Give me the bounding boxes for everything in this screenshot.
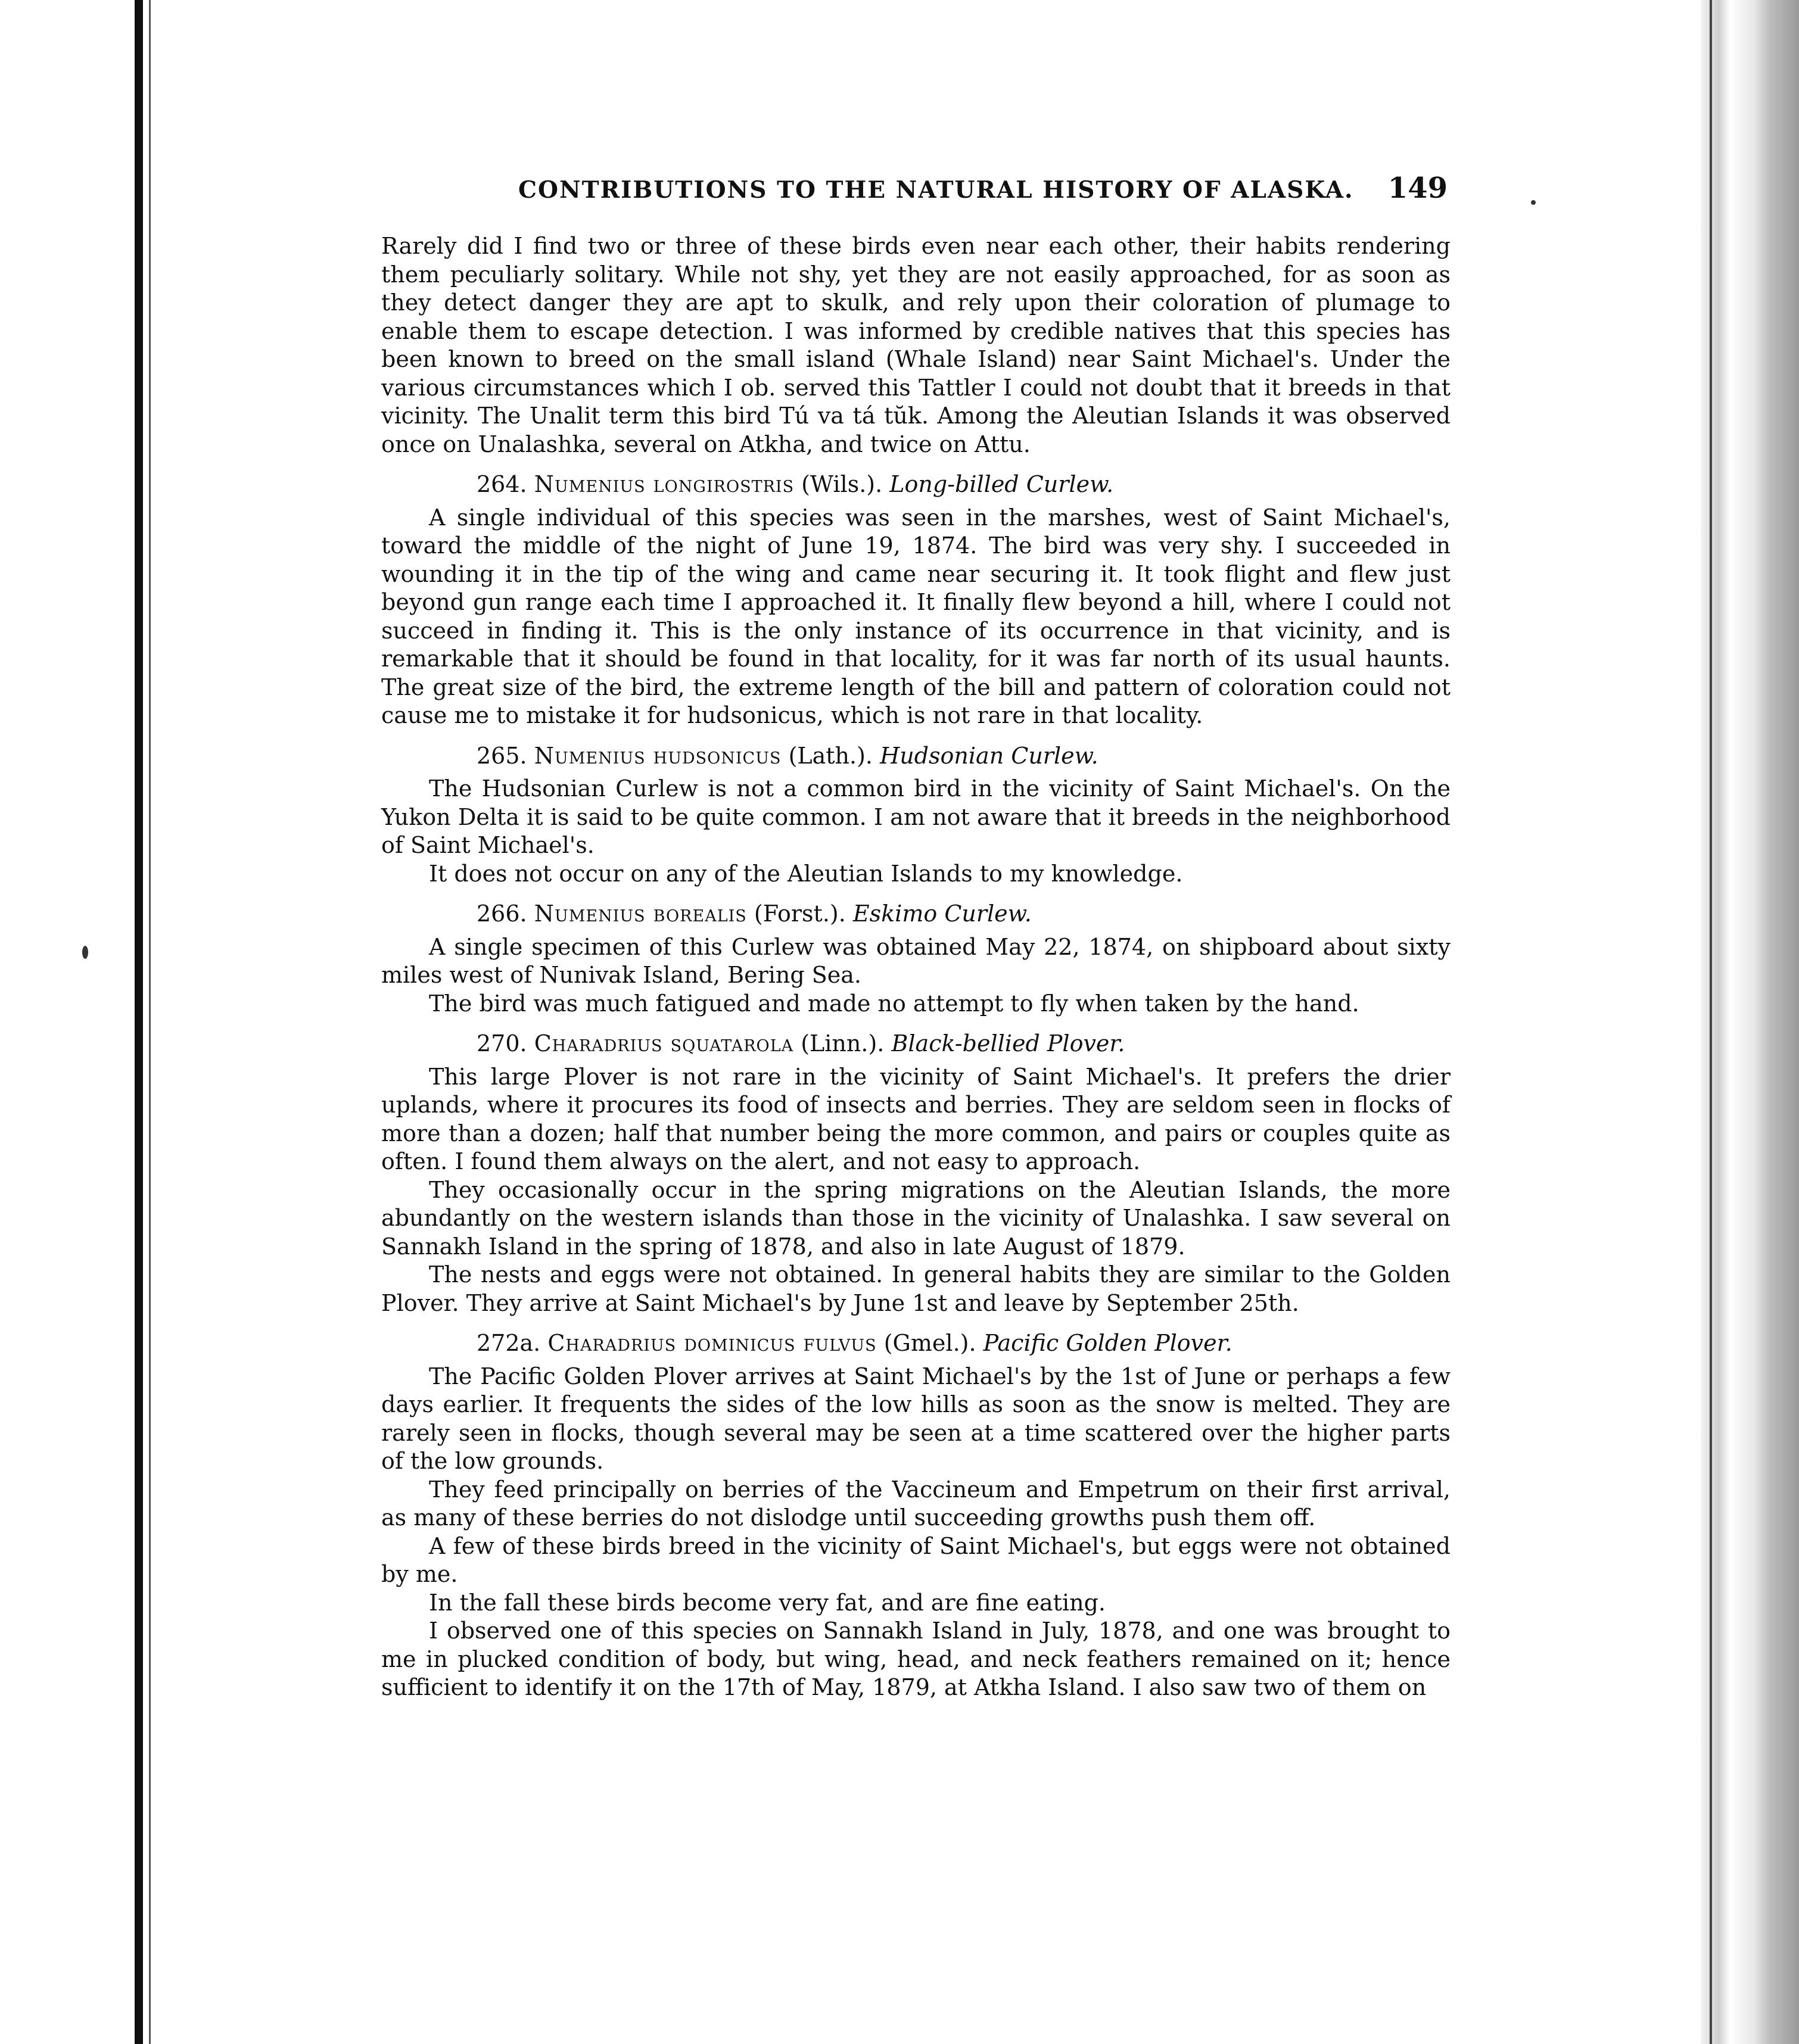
common-name: Long-billed Curlew. [889, 471, 1114, 497]
scientific-name: Charadrius dominicus fulvus [547, 1330, 877, 1356]
speck [82, 946, 88, 959]
species-paragraph: In the fall these birds become very fat, and are fine eating. [429, 1589, 1106, 1616]
authority: (Linn.). [801, 1030, 885, 1057]
common-name: Black-bellied Plover. [891, 1030, 1125, 1057]
species-paragraph: It does not occur on any of the Aleutian Islands to my knowledge. [429, 860, 1183, 887]
page-right-edge [1701, 0, 1799, 2044]
page-right-line [1710, 0, 1712, 2044]
species-number: 266. [477, 901, 527, 927]
page-binding-line [149, 0, 151, 2044]
authority: (Wils.). [801, 471, 883, 497]
species-paragraph: A single individual of this species was seen in the marshes, west of Saint Michael's, toward the middle of the night of June 19, 1874. The bird was very shy. I succeeded in wounding it in the tip of the wing and came near securing it. It took flight and flew just beyond gun range each time I approached it. It finally flew beyond a hill, where I could not succeed in finding it. This is the only instance of its occurrence in that vicinity, and is remarkable that it should be found in that locality, for it was far north of its usual haunts. The great size of the bird, the extreme length of the bill and pattern of coloration could not cause me to mistake it for hudsonicus, which is not rare in that locality. [381, 504, 1451, 728]
species-paragraph: The nests and eggs were not obtained. In general habits they are similar to the Golden Plover. They arrive at Saint Michael's by June 1st and leave by September 25th. [381, 1261, 1451, 1316]
species-heading [381, 742, 1451, 771]
species-number: 270. [477, 1030, 527, 1057]
page-number: 149 [1387, 172, 1448, 205]
scientific-name: Numenius borealis [534, 901, 747, 927]
species-paragraph: They occasionally occur in the spring migrations on the Aleutian Islands, the more abundantly on the western islands than those in the vicinity of Unalashka. I saw several on Sannakh Island in the spring of 1878, and also in late August of 1879. [381, 1176, 1451, 1260]
speck [1531, 200, 1536, 205]
common-name: Pacific Golden Plover. [983, 1330, 1232, 1356]
species-paragraph: I observed one of this species on Sannakh Island in July, 1878, and one was brought to me in plucked condition of body, but wing, head, and neck feathers remained on it; hence sufficient to identify it on the 17th of May, 1879, at Atkha Island. I also saw two of them on [381, 1618, 1451, 1700]
species-heading [381, 1030, 1451, 1058]
running-head [518, 172, 1448, 212]
species-paragraph: The Pacific Golden Plover arrives at Saint Michael's by the 1st of June or perhaps a few days earlier. It frequents the sides of the low hills as soon as the snow is melted. They are rarely seen in flocks, though several may be seen at a time scattered over the higher parts of the low grounds. [381, 1363, 1451, 1474]
species-number: 264. [477, 471, 527, 497]
running-title: CONTRIBUTIONS TO THE NATURAL HISTORY OF ALASKA. [518, 176, 1354, 204]
scientific-name: Numenius longirostris [534, 471, 795, 497]
scientific-name: Charadrius squatarola [534, 1030, 794, 1057]
species-heading [381, 1329, 1451, 1358]
species-sections [381, 471, 1451, 1702]
species-number: 265. [477, 742, 527, 769]
intro-paragraph: Rarely did I find two or three of these birds even near each other, their habits rendering them peculiarly solitary. While not shy, yet they are not easily approached, for as soon as they detect danger they are apt to skulk, and rely upon their coloration of plumage to enable them to escape detection. I was informed by credible natives that this species has been known to breed on the small island (Whale Island) near Saint Michael's. Under the various circumstances which I ob. served this Tattler I could not doubt that it breeds in that vicinity. The Unalit term this bird Tú va tá tŭk. Among the Aleutian Islands it was observed once on Unalashka, several on Atkha, and twice on Attu. [381, 233, 1451, 457]
page-binding-edge [135, 0, 143, 2044]
common-name: Eskimo Curlew. [852, 901, 1032, 927]
species-paragraph: A single specimen of this Curlew was obtained May 22, 1874, on shipboard about sixty miles west of Nunivak Island, Bering Sea. [381, 933, 1451, 988]
species-paragraph: This large Plover is not rare in the vicinity of Saint Michael's. It prefers the drier uplands, where it procures its food of insects and berries. They are seldom seen in flocks of more than a dozen; half that number being the more common, and pairs or couples quite as often. I found them always on the alert, and not easy to approach. [381, 1063, 1451, 1174]
body-text [381, 232, 1451, 1702]
species-paragraph: A few of these birds breed in the vicinity of Saint Michael's, but eggs were not obtained by me. [381, 1532, 1451, 1587]
authority: (Forst.). [754, 901, 846, 927]
authority: (Gmel.). [883, 1330, 976, 1356]
authority: (Lath.). [788, 742, 873, 769]
species-paragraph: The bird was much fatigued and made no attempt to fly when taken by the hand. [429, 990, 1359, 1017]
species-paragraph: The Hudsonian Curlew is not a common bird in the vicinity of Saint Michael's. On the Yukon Delta it is said to be quite common. I am not aware that it breeds in the neighborhood of Saint Michael's. [381, 775, 1451, 858]
species-paragraph: They feed principally on berries of the Vaccineum and Empetrum on their first arrival, as many of these berries do not dislodge until succeeding growths push them off. [381, 1476, 1451, 1531]
species-heading [381, 471, 1451, 499]
common-name: Hudsonian Curlew. [880, 742, 1098, 769]
scientific-name: Numenius hudsonicus [534, 742, 782, 769]
species-number: 272a. [477, 1330, 541, 1356]
species-heading [381, 900, 1451, 928]
